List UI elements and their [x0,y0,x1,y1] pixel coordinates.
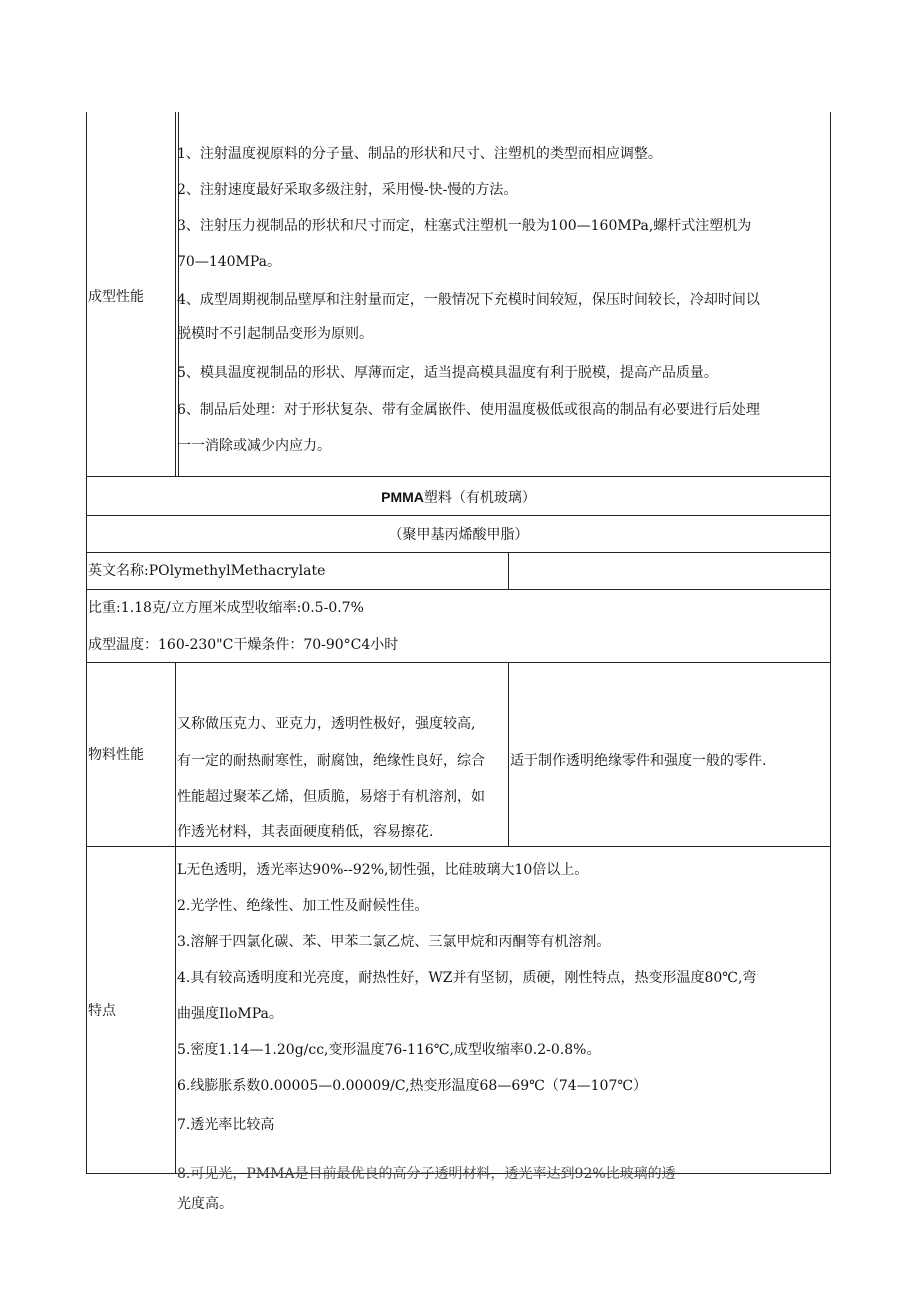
molding-line-9: 一一消除或减少内应力。 [177,438,331,454]
molding-label: 成型性能 [88,289,144,305]
row-divider-molding-end [86,476,831,477]
material-desc-line-1: 又称做压克力、亚克力，透明性极好，强度较高, [177,716,476,732]
material-label-divider [175,662,176,847]
specs-line-1: 比重:1.18克/立方厘米成型收缩率:0.5-0.7% [88,600,364,616]
molding-line-7: 5、模具温度视制品的形状、厚薄而定，适当提高模具温度有利于脱模，提高产品质量。 [177,365,718,381]
molding-line-6: 脱模时不引起制品变形为原则。 [177,326,373,342]
row-divider-specs-end [86,662,831,663]
material-application: 适于制作透明绝缘零件和强度一般的零件. [510,753,767,769]
feature-line-5: 曲强度IloMPa。 [177,1006,283,1022]
feature-line-9: 8.可见光，PMMA是目前最优良的高分子透明材料，透光率达到92%比玻璃的透 [177,1166,676,1182]
row-divider-name-end [86,589,831,590]
feature-line-3: 3.溶解于四氯化碳、苯、甲苯二氯乙烷、三氯甲烷和丙酮等有机溶剂。 [177,934,611,950]
feature-line-7: 6.线膨胀系数0.00005—0.00009/C,热变形温度68—69℃（74—107℃） [177,1078,648,1094]
material-desc-line-2: 有一定的耐热耐寒性，耐腐蚀，绝缘性良好，综合 [177,753,485,769]
row-divider-material-end [86,846,831,847]
pmma-subtitle: （聚甲基丙烯酸甲脂） [388,527,529,543]
feature-line-9-clip [177,1165,777,1182]
feature-line-2: 2.光学性、绝缘性、加工性及耐候性佳。 [177,898,429,914]
pmma-title-rest: 塑料（有机玻璃） [423,490,536,506]
molding-label-divider [175,112,176,476]
feature-line-6: 5.密度1.14—1.20g∕cc,变形温度76-116℃,成型收缩率0.2-0.8%。 [177,1042,601,1058]
border-left [86,112,87,1174]
border-right [830,112,831,1174]
name-row-divider [508,552,509,590]
row-divider-title-end [86,515,831,516]
feature-line-4: 4.具有较高透明度和光亮度，耐热性好，WZ并有坚韧，质硬，刚性特点，热变形温度80℃,弯 [177,970,757,986]
molding-line-2: 2、注射速度最好采取多级注射，采用慢-快-慢的方法。 [177,182,518,198]
material-desc-line-4: 作透光材料，其表面硬度稍低，容易擦花. [177,824,434,840]
pmma-title [86,488,831,507]
row-divider-subtitle-end [86,552,831,553]
material-desc-line-3: 性能超过聚苯乙烯，但质脆，易熔于有机溶剂，如 [177,789,485,805]
molding-line-3: 3、注射压力视制品的形状和尺寸而定，柱塞式注塑机一般为100—160MPa,螺杆式注塑机为 [177,218,752,234]
material-label: 物料性能 [88,747,144,763]
molding-line-8: 6、制品后处理：对于形状复杂、带有金属嵌件、使用温度极低或很高的制品有必要进行后处理 [177,402,760,418]
material-desc-divider [508,662,509,847]
molding-line-1: 1、注射温度视原料的分子量、制品的形状和尺寸、注塑机的类型而相应调整。 [177,146,662,162]
feature-line-8: 7.透光率比较高 [177,1117,275,1133]
specs-line-2: 成型温度：160-230"C干燥条件：70-90°C4小时 [88,637,399,653]
english-name: 英文名称:POlymethylMethacrylate [88,563,326,579]
features-label-divider [175,846,176,1174]
pmma-title-bold: PMMA [381,489,424,505]
molding-line-4: 70—140MPa。 [177,254,282,270]
feature-line-1: L无色透明，透光率达90%--92%,韧性强，比硅玻璃大10倍以上。 [177,862,589,878]
molding-line-5: 4、成型周期视制品壁厚和注射量而定，一般情况下充模时间较短，保压时间较长，冷却时间以 [177,292,760,308]
feature-line-9-tail: 光度高。 [177,1196,233,1212]
features-label: 特点 [88,1003,116,1019]
